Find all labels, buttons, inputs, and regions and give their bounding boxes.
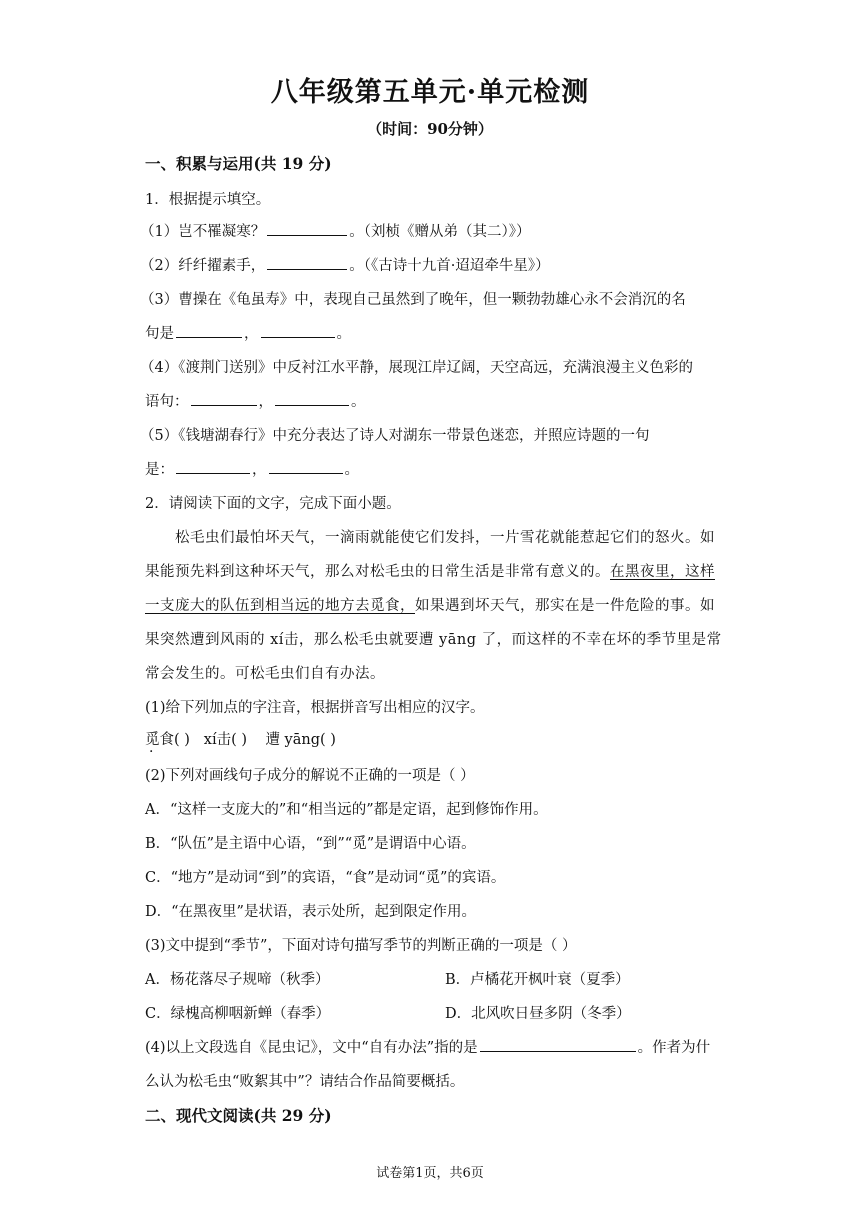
sub-question-2: (2)下列对画线句子成分的解说不正确的一项是（ ） bbox=[145, 768, 475, 784]
section-heading-2: 二、现代文阅读(共 29 分) bbox=[145, 1106, 332, 1125]
sub-question-1: (1)给下列加点的字注音，根据拼音写出相应的汉字。 bbox=[145, 700, 485, 716]
option-3d[interactable]: D．北风吹日昼多阴（冬季） bbox=[445, 1006, 631, 1022]
answer-blank[interactable] bbox=[176, 459, 250, 474]
passage-line-4: 果突然遭到风雨的 xí击，那么松毛虫就要遭 yāng 了，而这样的不幸在坏的季节里是常 bbox=[145, 632, 722, 648]
q1-item-1: （1）岂不罹凝寒？ 。（刘桢《赠从弟（其二）》） bbox=[140, 220, 530, 241]
dotted-char: 觅 bbox=[145, 732, 160, 748]
option-3c[interactable]: C．绿槐高柳咽新蝉（春季） bbox=[145, 1006, 331, 1022]
time-limit: （时间：90分钟） bbox=[367, 120, 493, 138]
q1-item-4-line2: 语句： ， 。 bbox=[145, 390, 366, 411]
passage-line-3: 一支庞大的队伍到相当远的地方去觅食，如果遇到坏天气，那实在是一件危险的事。如 bbox=[145, 598, 715, 614]
section-heading-1: 一、积累与运用(共 19 分) bbox=[145, 154, 332, 173]
option-3b[interactable]: B．卢橘花开枫叶衰（夏季） bbox=[445, 972, 630, 988]
passage-line-5: 常会发生的。可松毛虫们自有办法。 bbox=[145, 666, 385, 682]
answer-blank[interactable] bbox=[275, 391, 349, 406]
option-2a[interactable]: A．“这样一支庞大的”和“相当远的”都是定语，起到修饰作用。 bbox=[145, 802, 548, 818]
sub-question-4: (4)以上文段选自《昆虫记》，文中“自有办法”指的是 。作者为什 bbox=[145, 1036, 710, 1057]
underlined-sentence: 一支庞大的队伍到相当远的地方去觅食， bbox=[145, 598, 415, 614]
answer-blank[interactable] bbox=[261, 323, 335, 338]
q1-intro: 1．根据提示填空。 bbox=[145, 192, 271, 208]
page-title: 八年级第五单元·单元检测 bbox=[270, 77, 590, 108]
passage-line-2: 果能预先料到这种坏天气，那么对松毛虫的日常生活是非常有意义的。在黑夜里，这样 bbox=[145, 564, 715, 580]
answer-blank[interactable] bbox=[269, 459, 343, 474]
option-2c[interactable]: C．“地方”是动词“到”的宾语，“食”是动词“觅”的宾语。 bbox=[145, 870, 506, 886]
answer-blank[interactable] bbox=[267, 221, 347, 236]
page-footer: 试卷第1页，共6页 bbox=[376, 1166, 484, 1181]
sub-question-1-items: 觅食( ) xí击( ) 遭 yāng( ) bbox=[145, 732, 336, 748]
option-2b[interactable]: B．“队伍”是主语中心语，“到”“觅”是谓语中心语。 bbox=[145, 836, 476, 852]
option-3a[interactable]: A．杨花落尽子规啼（秋季） bbox=[145, 972, 330, 988]
answer-blank[interactable] bbox=[480, 1037, 636, 1052]
q1-item-4-line1: （4）《渡荆门送别》中反衬江水平静，展现江岸辽阔，天空高远，充满浪漫主义色彩的 bbox=[140, 360, 693, 376]
sub-question-4-line2: 么认为松毛虫“败絮其中”？请结合作品简要概括。 bbox=[145, 1074, 465, 1090]
q1-item-3-line2: 句是 ， 。 bbox=[145, 322, 351, 343]
q1-item-2: （2）纤纤擢素手， 。（《古诗十九首·迢迢牵牛星》） bbox=[140, 254, 550, 275]
sub-question-3: (3)文中提到“季节”，下面对诗句描写季节的判断正确的一项是（ ） bbox=[145, 938, 577, 954]
passage-line-1: 松毛虫们最怕坏天气，一滴雨就能使它们发抖，一片雪花就能惹起它们的怒火。如 bbox=[175, 530, 715, 546]
answer-blank[interactable] bbox=[176, 323, 242, 338]
answer-blank[interactable] bbox=[267, 255, 347, 270]
q1-item-3-line1: （3）曹操在《龟虽寿》中，表现自己虽然到了晚年，但一颗勃勃雄心永不会消沉的名 bbox=[140, 292, 686, 308]
answer-blank[interactable] bbox=[191, 391, 257, 406]
q1-item-5-line1: （5）《钱塘湖春行》中充分表达了诗人对湖东一带景色迷恋，并照应诗题的一句 bbox=[140, 428, 650, 444]
q2-intro: 2．请阅读下面的文字，完成下面小题。 bbox=[145, 496, 401, 512]
option-2d[interactable]: D．“在黑夜里”是状语，表示处所，起到限定作用。 bbox=[145, 904, 476, 920]
underlined-sentence: 在黑夜里，这样 bbox=[610, 564, 715, 580]
q1-item-5-line2: 是： ， 。 bbox=[145, 458, 359, 479]
